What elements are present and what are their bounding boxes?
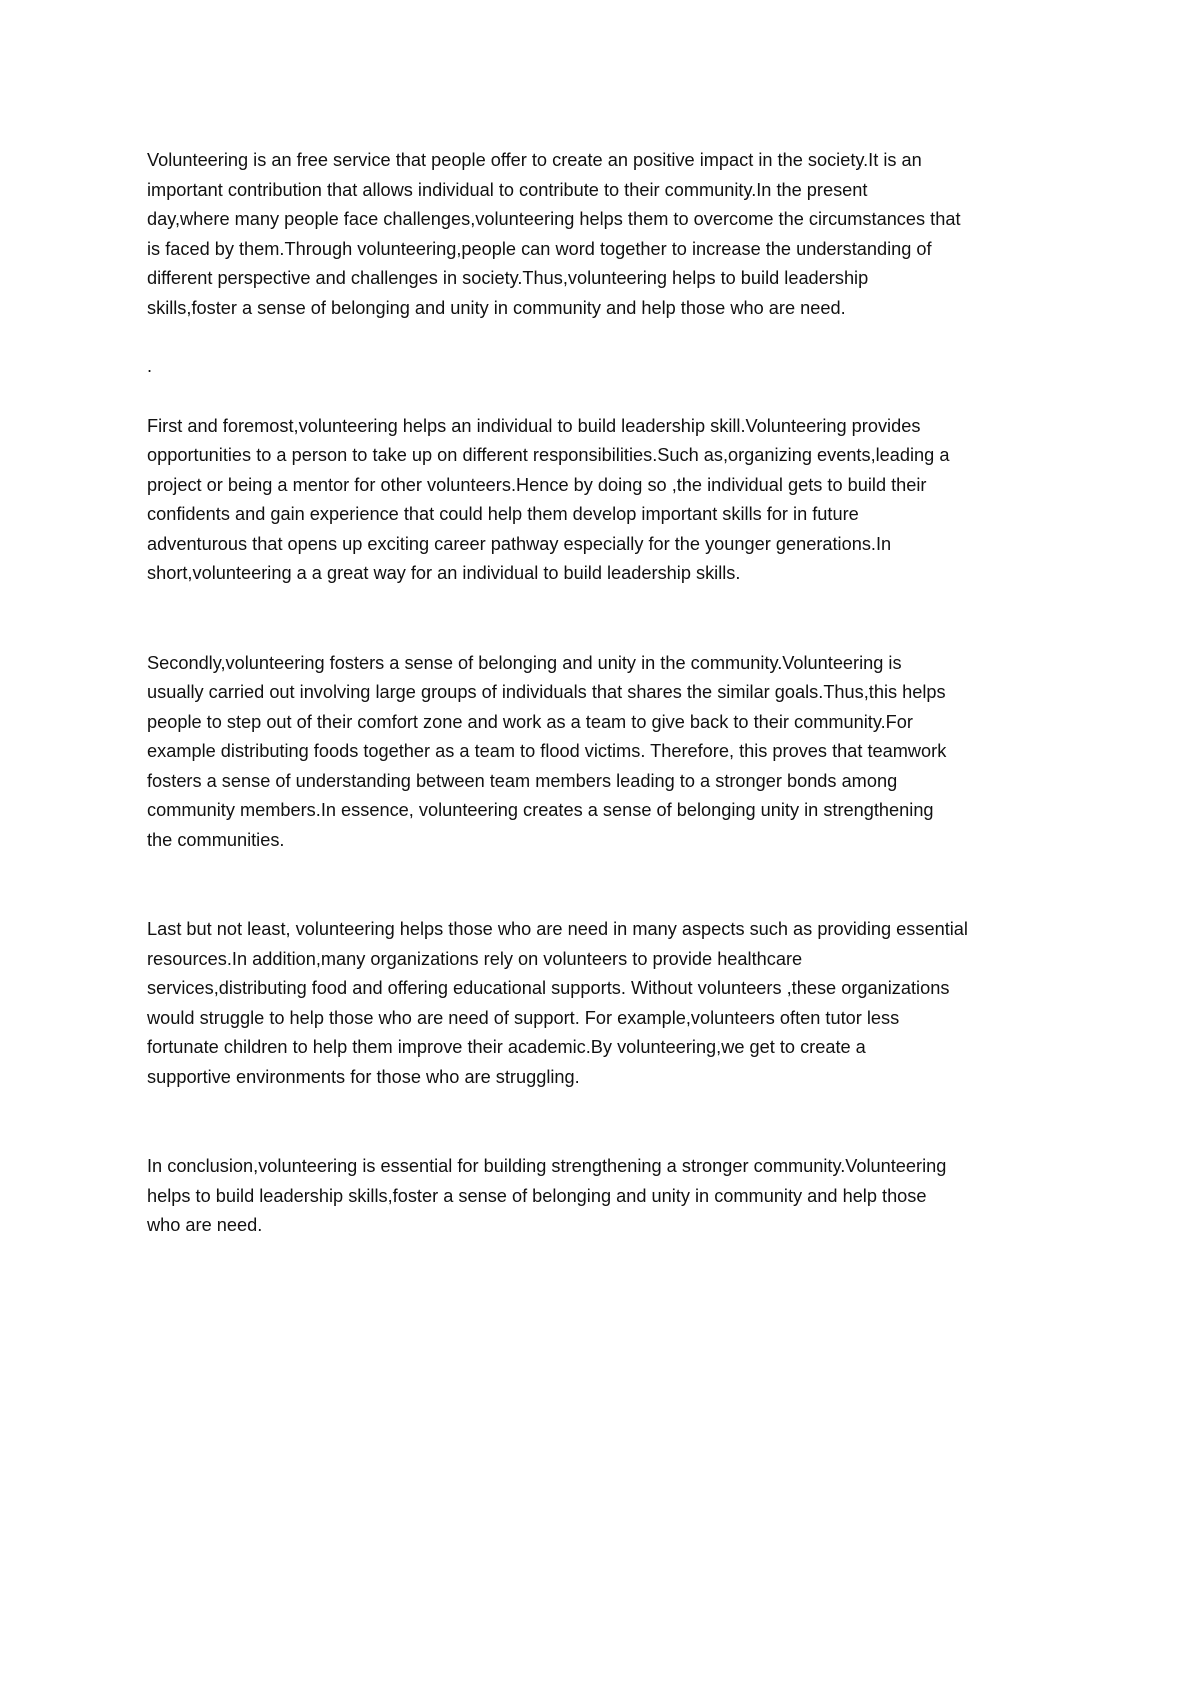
text-line: helps to build leadership skills,foster a sense of belonging and unity in community and help those	[147, 1185, 927, 1206]
text-line: In conclusion,volunteering is essential for building strengthening a stronger community.Volunteering	[147, 1156, 947, 1176]
paragraph-belonging	[147, 649, 1067, 856]
text-line: usually carried out involving large groups of individuals that shares the similar goals.Thus,this helps	[147, 682, 946, 702]
text-line: community members.In essence, volunteering creates a sense of belonging unity in strengthening	[147, 800, 934, 820]
text-line: .	[147, 356, 153, 376]
paragraph-helping-those-in-need	[147, 915, 1067, 1092]
document-body	[147, 146, 1067, 1241]
text-line: Last but not least, volunteering helps those who are need in many aspects such as providing essential	[147, 919, 968, 939]
text-line: is faced by them.Through volunteering,people can word together to increase the understanding of	[147, 238, 932, 259]
text-line: the communities.	[147, 829, 285, 850]
text-line: important contribution that allows individual to contribute to their community.In the present	[147, 179, 868, 200]
text-line: supportive environments for those who are struggling.	[147, 1066, 580, 1087]
text-line: project or being a mentor for other volunteers.Hence by doing so ,the individual gets to build their	[147, 474, 927, 495]
text-line: opportunities to a person to take up on different responsibilities.Such as,organizing events,leading a	[147, 445, 950, 465]
text-line: would struggle to help those who are need of support. For example,volunteers often tutor less	[147, 1007, 900, 1028]
text-line: who are need.	[147, 1215, 263, 1235]
text-line: example distributing foods together as a team to flood victims. Therefore, this proves that teamwork	[147, 741, 947, 761]
text-line: short,volunteering a a great way for an individual to build leadership skills.	[147, 563, 741, 583]
paragraph-leadership	[147, 412, 1067, 589]
text-line: resources.In addition,many organizations rely on volunteers to provide healthcare	[147, 948, 803, 969]
text-line: different perspective and challenges in society.Thus,volunteering helps to build leadership	[147, 268, 869, 288]
text-line: confidents and gain experience that could help them develop important skills for in future	[147, 504, 859, 524]
text-line: adventurous that opens up exciting career pathway especially for the younger generations.In	[147, 533, 892, 554]
text-line: First and foremost,volunteering helps an individual to build leadership skill.Volunteering provides	[147, 415, 921, 436]
paragraph-introduction	[147, 146, 1067, 323]
text-line: Secondly,volunteering fosters a sense of belonging and unity in the community.Volunteering is	[147, 652, 902, 673]
text-line: services,distributing food and offering educational supports. Without volunteers ,these organizations	[147, 978, 950, 998]
text-line: fosters a sense of understanding between team members leading to a stronger bonds among	[147, 770, 898, 791]
text-line: Volunteering is an free service that people offer to create an positive impact in the society.It is an	[147, 150, 922, 170]
text-line: skills,foster a sense of belonging and unity in community and help those who are need.	[147, 297, 846, 318]
text-line: people to step out of their comfort zone and work as a team to give back to their community.For	[147, 711, 913, 732]
paragraph-separator	[147, 352, 1067, 382]
paragraph-conclusion	[147, 1152, 1067, 1241]
text-line: day,where many people face challenges,volunteering helps them to overcome the circumstances that	[147, 209, 961, 229]
text-line: fortunate children to help them improve their academic.By volunteering,we get to create a	[147, 1037, 866, 1057]
